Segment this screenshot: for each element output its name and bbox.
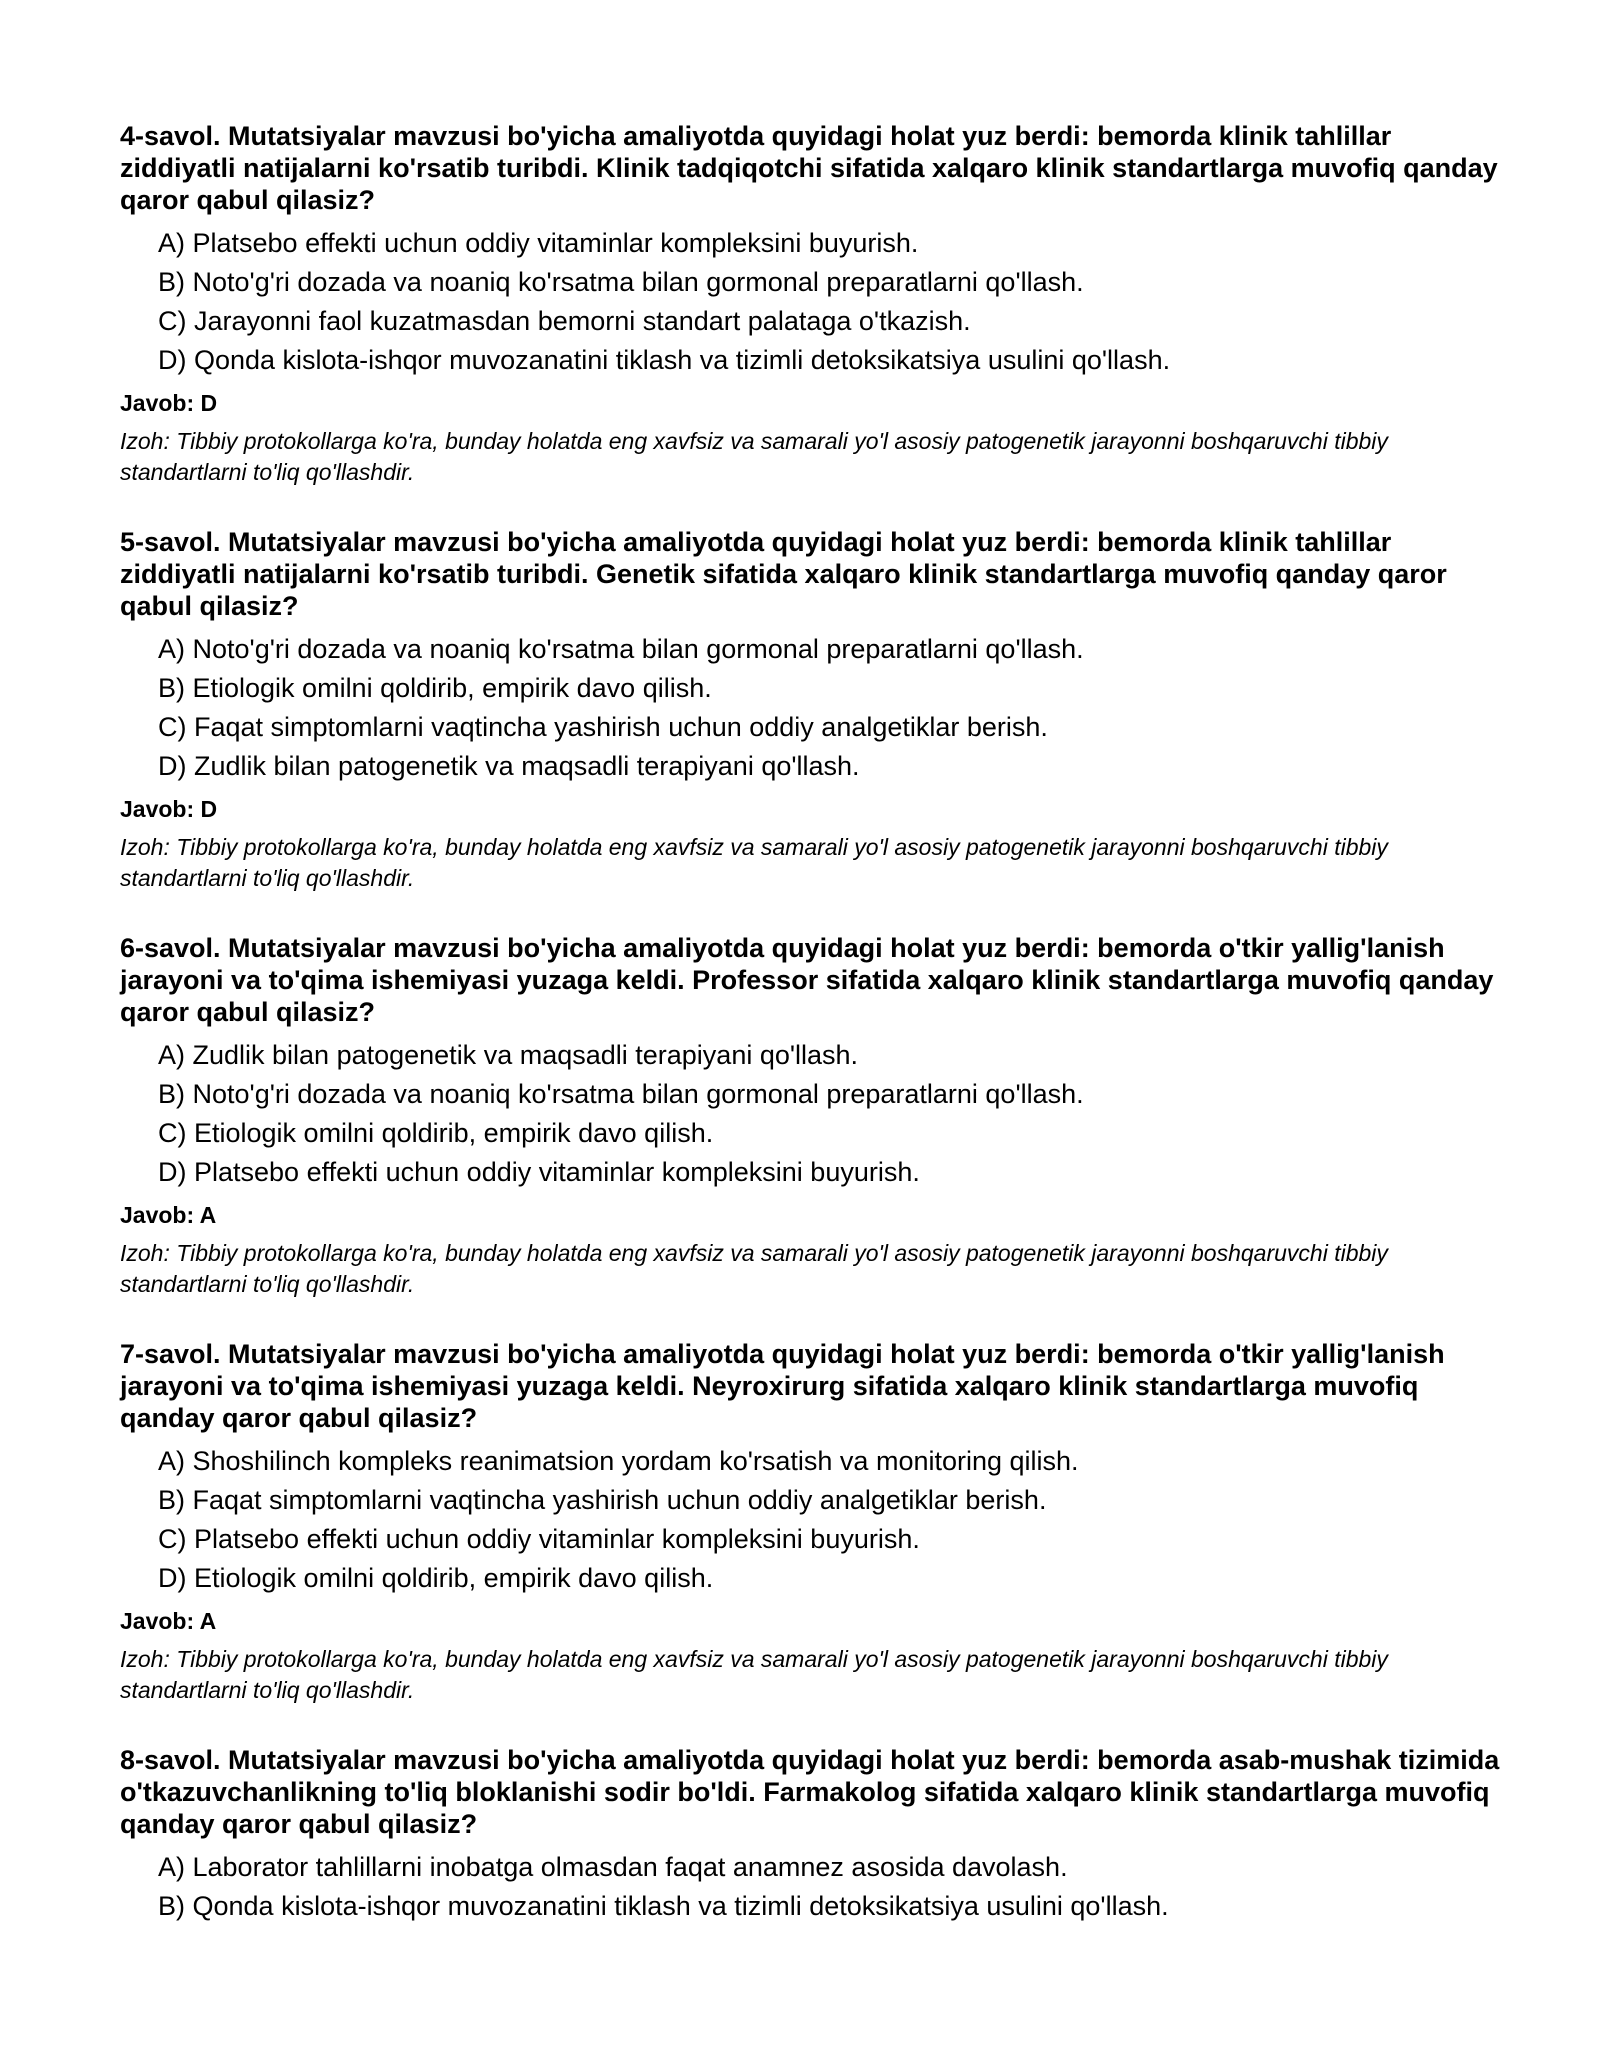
option-a: A) Noto'g'ri dozada va noaniq ko'rsatma bilan gormonal preparatlarni qo'llash. (158, 634, 1084, 664)
option-d: D) Etiologik omilni qoldirib, empirik davo qilish. (158, 1563, 714, 1593)
options-list (120, 1442, 1500, 1598)
question-5 (120, 526, 1500, 894)
option-c: C) Etiologik omilni qoldirib, empirik davo qilish. (158, 1118, 714, 1148)
question-6 (120, 932, 1500, 1300)
question-4 (120, 120, 1500, 488)
option-c: C) Jarayonni faol kuzatmasdan bemorni standart palataga o'tkazish. (158, 306, 971, 336)
option-a: A) Zudlik bilan patogenetik va maqsadli terapiyani qo'llash. (158, 1040, 859, 1070)
option-b: B) Noto'g'ri dozada va noaniq ko'rsatma bilan gormonal preparatlarni qo'llash. (158, 1079, 1084, 1109)
answer: Javob: D (120, 796, 218, 822)
answer: Javob: D (120, 390, 218, 416)
option-c: C) Platsebo effekti uchun oddiy vitaminlar kompleksini buyurish. (158, 1524, 920, 1554)
question-text: 8-savol. Mutatsiyalar mavzusi bo'yicha amaliyotda quyidagi holat yuz berdi: bemorda asab-mushak tizimida o'tkazuvchanlikning to'liq bloklanishi sodir bo'ldi. Farmakolog sifatida xalqaro klinik standartlarga muvofiq qanday qaror qabul qilasiz? (120, 1745, 1500, 1839)
explanation-note: Izoh: Tibbiy protokollarga ko'ra, bunday holatda eng xavfsiz va samarali yo'l asosiy patogenetik jarayonni boshqaruvchi tibbiy standartlarni to'liq qo'llashdir. (120, 1240, 1388, 1297)
options-list (120, 1036, 1500, 1192)
option-a: A) Shoshilinch kompleks reanimatsion yordam ko'rsatish va monitoring qilish. (158, 1446, 1079, 1476)
option-b: B) Faqat simptomlarni vaqtincha yashirish uchun oddiy analgetiklar berish. (158, 1485, 1047, 1515)
question-text: 4-savol. Mutatsiyalar mavzusi bo'yicha amaliyotda quyidagi holat yuz berdi: bemorda klinik tahlillar ziddiyatli natijalarni ko'rsatib turibdi. Klinik tadqiqotchi sifatida xalqaro klinik standartlarga muvofiq qanday qaror qabul qilasiz? (120, 121, 1498, 215)
option-d: D) Qonda kislota-ishqor muvozanatini tiklash va tizimli detoksikatsiya usulini qo'llash. (158, 345, 1171, 375)
option-b: B) Etiologik omilni qoldirib, empirik davo qilish. (158, 673, 712, 703)
question-text: 6-savol. Mutatsiyalar mavzusi bo'yicha amaliyotda quyidagi holat yuz berdi: bemorda o'tkir yallig'lanish jarayoni va to'qima ishemiyasi yuzaga keldi. Professor sifatida xalqaro klinik standartlarga muvofiq qanday qaror qabul qilasiz? (120, 933, 1494, 1027)
options-list (120, 1848, 1500, 1926)
option-d: D) Zudlik bilan patogenetik va maqsadli terapiyani qo'llash. (158, 751, 860, 781)
answer: Javob: A (120, 1608, 217, 1634)
explanation-note: Izoh: Tibbiy protokollarga ko'ra, bunday holatda eng xavfsiz va samarali yo'l asosiy patogenetik jarayonni boshqaruvchi tibbiy standartlarni to'liq qo'llashdir. (120, 428, 1388, 485)
option-d: D) Platsebo effekti uchun oddiy vitaminlar kompleksini buyurish. (158, 1157, 920, 1187)
option-b: B) Noto'g'ri dozada va noaniq ko'rsatma bilan gormonal preparatlarni qo'llash. (158, 267, 1084, 297)
question-8 (120, 1744, 1500, 1926)
options-list (120, 224, 1500, 380)
question-7 (120, 1338, 1500, 1706)
answer: Javob: A (120, 1202, 217, 1228)
question-text: 5-savol. Mutatsiyalar mavzusi bo'yicha amaliyotda quyidagi holat yuz berdi: bemorda klinik tahlillar ziddiyatli natijalarni ko'rsatib turibdi. Genetik sifatida xalqaro klinik standartlarga muvofiq qanday qaror qabul qilasiz? (120, 527, 1447, 621)
explanation-note: Izoh: Tibbiy protokollarga ko'ra, bunday holatda eng xavfsiz va samarali yo'l asosiy patogenetik jarayonni boshqaruvchi tibbiy standartlarni to'liq qo'llashdir. (120, 1646, 1388, 1703)
options-list (120, 630, 1500, 786)
option-a: A) Laborator tahlillarni inobatga olmasdan faqat anamnez asosida davolash. (158, 1852, 1068, 1882)
question-text: 7-savol. Mutatsiyalar mavzusi bo'yicha amaliyotda quyidagi holat yuz berdi: bemorda o'tkir yallig'lanish jarayoni va to'qima ishemiyasi yuzaga keldi. Neyroxirurg sifatida xalqaro klinik standartlarga muvofiq qanday qaror qabul qilasiz? (120, 1339, 1445, 1433)
explanation-note: Izoh: Tibbiy protokollarga ko'ra, bunday holatda eng xavfsiz va samarali yo'l asosiy patogenetik jarayonni boshqaruvchi tibbiy standartlarni to'liq qo'llashdir. (120, 834, 1388, 891)
option-b: B) Qonda kislota-ishqor muvozanatini tiklash va tizimli detoksikatsiya usulini qo'llash. (158, 1891, 1169, 1921)
option-c: C) Faqat simptomlarni vaqtincha yashirish uchun oddiy analgetiklar berish. (158, 712, 1048, 742)
document-page (120, 120, 1500, 1964)
option-a: A) Platsebo effekti uchun oddiy vitaminlar kompleksini buyurish. (158, 228, 919, 258)
